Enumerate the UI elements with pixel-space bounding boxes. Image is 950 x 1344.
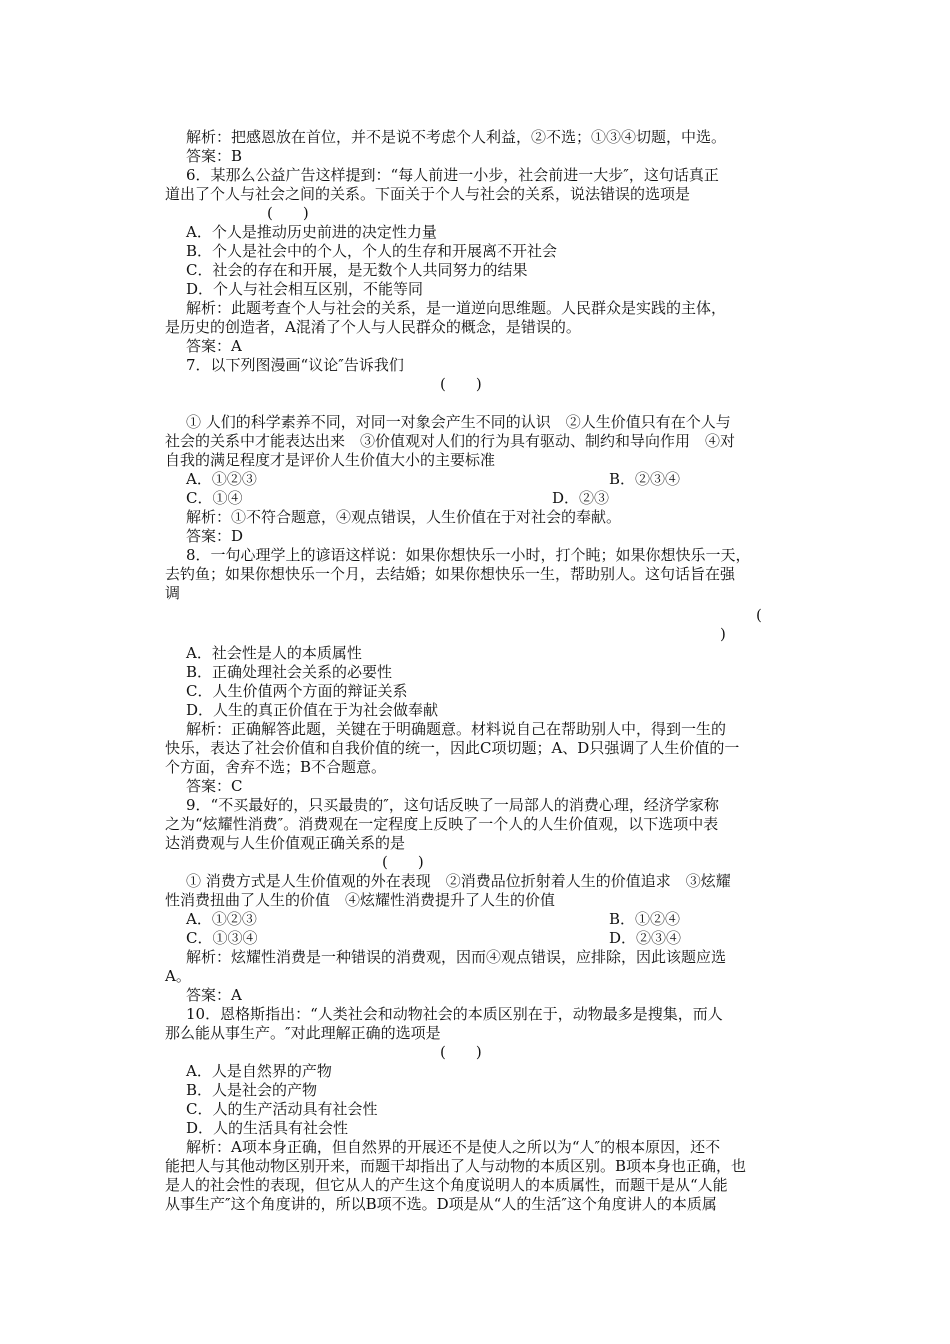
text-line: 答案：A xyxy=(186,986,242,1004)
text-line: 解析：正确解答此题，关键在于明确题意。材料说自己在帮助别人中，得到一生的 xyxy=(186,720,727,738)
text-line: 社会的关系中才能表达出来 ③价值观对人们的行为具有驱动、制约和导向作用 ④对 xyxy=(165,432,736,450)
text-line: B．②③④ xyxy=(609,470,681,488)
text-line: ( ) xyxy=(382,853,424,871)
text-line: ( ) xyxy=(267,204,309,222)
text-line: 去钓鱼；如果你想快乐一个月，去结婚；如果你想快乐一生，帮助别人。这句话旨在强 xyxy=(165,565,736,583)
text-line: D．②③ xyxy=(552,489,610,507)
text-line: 达消费观与人生价值观正确关系的是 xyxy=(165,834,406,852)
text-line: 答案：B xyxy=(186,147,243,165)
text-line: 9．“不买最好的，只买最贵的″，这句话反映了一局部人的消费心理，经济学家称 xyxy=(186,796,719,814)
text-line: 解析：A项本身正确，但自然界的开展还不是使人之所以为“人″的根本原因，还不 xyxy=(186,1138,721,1156)
text-line: B．①②④ xyxy=(609,910,681,928)
text-line: D．个人与社会相互区别，不能等同 xyxy=(186,280,424,298)
text-line: A．①②③ xyxy=(186,910,257,928)
text-line: C．①④ xyxy=(186,489,243,507)
text-line: C．①③④ xyxy=(186,929,258,947)
text-line: 7．以下列图漫画“议论″告诉我们 xyxy=(186,356,404,374)
text-line: ( ) xyxy=(440,1043,482,1061)
text-line: 从事生产″这个角度讲的，所以B项不选。D项是从“人的生活″这个角度讲人的本质属 xyxy=(165,1195,717,1213)
text-line: 10．恩格斯指出：“人类社会和动物社会的本质区别在于，动物最多是搜集，而人 xyxy=(186,1005,723,1023)
text-line: 是历史的创造者，A混淆了个人与人民群众的概念，是错误的。 xyxy=(165,318,581,336)
text-line: A．①②③ xyxy=(186,470,257,488)
text-line: 解析：把感恩放在首位，并不是说不考虑个人利益，②不选；①③④切题，中选。 xyxy=(186,128,727,146)
text-line: 之为“炫耀性消费″。消费观在一定程度上反映了一个人的人生价值观，以下选项中表 xyxy=(165,815,719,833)
text-line: 道出了个人与社会之间的关系。下面关于个人与社会的关系，说法错误的选项是 xyxy=(165,185,691,203)
text-line: 那么能从事生产。″对此理解正确的选项是 xyxy=(165,1024,441,1042)
text-line: A．个人是推动历史前进的决定性力量 xyxy=(186,223,437,241)
text-line: D．人的生活具有社会性 xyxy=(186,1119,349,1137)
text-line: B．正确处理社会关系的必要性 xyxy=(186,663,393,681)
text-line: 自我的满足程度才是评价人生价值大小的主要标准 xyxy=(165,451,496,469)
text-line: 答案：A xyxy=(186,337,242,355)
text-line: 能把人与其他动物区别开来，而题干却指出了人与动物的本质区别。B项本身也正确，也 xyxy=(165,1157,747,1175)
text-line: C．人的生产活动具有社会性 xyxy=(186,1100,378,1118)
text-line: 调 xyxy=(165,584,181,602)
text-line: A．人是自然界的产物 xyxy=(186,1062,332,1080)
text-line: ) xyxy=(720,625,726,643)
text-line: 答案：D xyxy=(186,527,244,545)
text-line: B．个人是社会中的个人，个人的生存和开展离不开社会 xyxy=(186,242,558,260)
text-line: 性消费扭曲了人生的价值 ④炫耀性消费提升了人生的价值 xyxy=(165,891,556,909)
text-line: C．社会的存在和开展，是无数个人共同努力的结果 xyxy=(186,261,528,279)
text-line: 解析：此题考查个人与社会的关系，是一道逆向思维题。人民群众是实践的主体， xyxy=(186,299,727,317)
text-line: 8．一句心理学上的谚语这样说：如果你想快乐一小时，打个盹；如果你想快乐一天， xyxy=(186,546,751,564)
text-line: 解析：①不符合题意，④观点错误，人生价值在于对社会的奉献。 xyxy=(186,508,622,526)
text-line: 快乐，表达了社会价值和自我价值的统一，因此C项切题；A、D只强调了人生价值的一 xyxy=(165,739,740,757)
text-line: 解析：炫耀性消费是一种错误的消费观，因而④观点错误，应排除，因此该题应选 xyxy=(186,948,727,966)
text-line: ① 人们的科学素养不同，对同一对象会产生不同的认识 ②人生价值只有在个人与 xyxy=(186,413,731,431)
text-line: A．社会性是人的本质属性 xyxy=(186,644,362,662)
text-line: ( ) xyxy=(440,375,482,393)
text-line: 6．某那么公益广告这样提到：“每人前进一小步，社会前进一大步″，这句话真正 xyxy=(186,166,719,184)
text-line: ( xyxy=(756,606,762,624)
text-line: 答案：C xyxy=(186,777,243,795)
text-line: 个方面，舍弃不选；B不合题意。 xyxy=(165,758,387,776)
text-line: 是人的社会性的表现，但它从人的产生这个角度说明人的本质属性，而题干是从“人能 xyxy=(165,1176,728,1194)
text-line: D．②③④ xyxy=(609,929,682,947)
text-line: ① 消费方式是人生价值观的外在表现 ②消费品位折射着人生的价值追求 ③炫耀 xyxy=(186,872,731,890)
text-line: B．人是社会的产物 xyxy=(186,1081,318,1099)
text-line: C．人生价值两个方面的辩证关系 xyxy=(186,682,408,700)
text-line: A。 xyxy=(165,967,191,985)
text-line: D．人生的真正价值在于为社会做奉献 xyxy=(186,701,439,719)
